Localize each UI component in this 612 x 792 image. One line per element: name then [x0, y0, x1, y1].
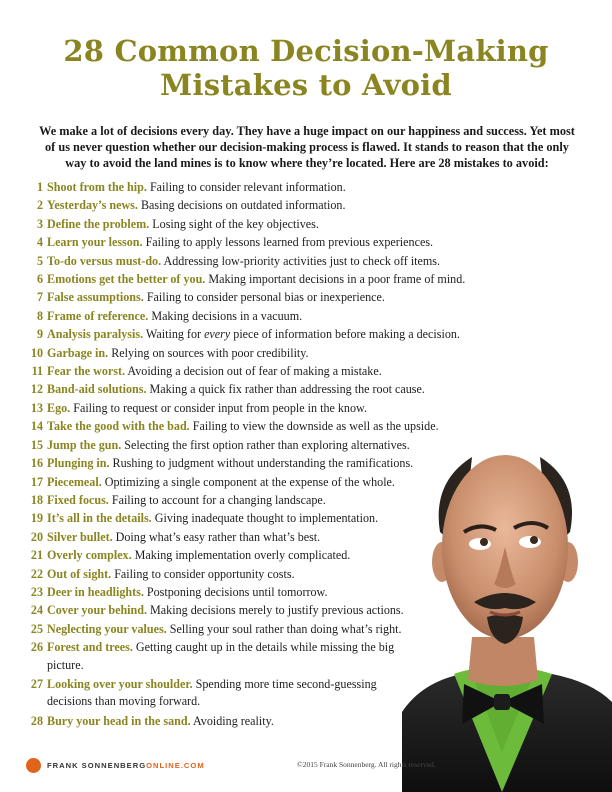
list-item [26, 583, 466, 601]
brand-name-main: FRANK SONNENBERG [47, 761, 147, 770]
item-term: Learn your lesson. [47, 235, 143, 250]
item-number: 13 [30, 400, 43, 415]
item-term: Take the good with the bad. [47, 419, 190, 434]
item-description: Making implementation overly complicated. [134, 548, 351, 563]
item-number: 12 [30, 382, 43, 397]
item-term: Cover your behind. [47, 603, 148, 618]
item-number: 11 [31, 364, 43, 379]
list-item [26, 528, 466, 546]
page-title [0, 34, 612, 102]
item-description: Selling your soul rather than doing what’s right. [169, 621, 402, 636]
item-term: Out of sight. [47, 566, 112, 581]
brand-name-accent: ONLINE.COM [146, 761, 205, 770]
item-number: 23 [30, 584, 43, 599]
list-item [26, 325, 466, 343]
list-item [26, 215, 466, 233]
item-description: Failing to account for a changing landscape. [111, 492, 326, 507]
item-number: 17 [30, 474, 43, 489]
item-term: Yesterday’s news. [47, 198, 138, 213]
item-description: Addressing low-priority activities just to check off items. [163, 253, 441, 268]
item-term: Fixed focus. [47, 492, 109, 507]
item-term: Piecemeal. [47, 474, 102, 489]
item-term: Overly complex. [47, 548, 132, 563]
list-item [26, 712, 466, 730]
item-description: Failing to apply lessons learned from previous experiences. [145, 235, 434, 250]
brand-mark-icon [26, 758, 41, 773]
item-description: Making decisions in a vacuum. [151, 308, 303, 323]
item-term: False assumptions. [47, 290, 144, 305]
item-term: Jump the gun. [47, 437, 122, 452]
list-item [26, 362, 466, 380]
list-item [26, 601, 466, 619]
item-description: Spending more time second-guessing decisions than moving forward. [47, 676, 377, 709]
list-item [26, 270, 466, 288]
brand-logo [26, 758, 205, 773]
list-item [26, 196, 466, 214]
list-item [26, 344, 466, 362]
item-number: 19 [30, 511, 43, 526]
list-item [26, 675, 401, 709]
item-description: Giving inadequate thought to implementation. [154, 511, 379, 526]
item-number: 2 [36, 198, 43, 213]
item-description: Failing to consider personal bias or inexperience. [146, 290, 385, 305]
item-number: 20 [30, 529, 43, 544]
item-number: 25 [30, 621, 43, 636]
item-description: Failing to view the downside as well as the upside. [192, 419, 439, 434]
list-item [26, 307, 466, 325]
list-item [26, 252, 466, 270]
title-line-2: Mistakes to Avoid [160, 68, 452, 102]
item-term: Analysis paralysis. [47, 327, 144, 342]
item-description: Postponing decisions until tomorrow. [146, 584, 328, 599]
list-item [26, 546, 466, 564]
item-number: 27 [30, 676, 43, 691]
item-description-pre: Waiting for [145, 327, 205, 342]
item-term: Silver bullet. [47, 529, 113, 544]
list-item [26, 399, 466, 417]
item-description: Selecting the first option rather than exploring alternatives. [124, 437, 410, 452]
list-item [26, 178, 466, 196]
item-description [146, 327, 460, 341]
item-number: 8 [36, 308, 43, 323]
item-number: 1 [36, 180, 43, 194]
item-number: 21 [30, 548, 43, 563]
item-description: Doing what’s easy rather than what’s best. [115, 529, 321, 544]
item-number: 6 [36, 272, 43, 287]
item-term: Looking over your shoulder. [47, 676, 193, 691]
item-term: Neglecting your values. [47, 621, 167, 636]
item-number: 7 [36, 290, 43, 305]
item-term: Ego. [47, 400, 71, 415]
item-description: Getting caught up in the details while missing the big picture. [47, 640, 395, 672]
item-number: 22 [30, 566, 43, 581]
list-item [26, 288, 466, 306]
item-term: Garbage in. [47, 345, 109, 360]
item-term: Define the problem. [47, 216, 150, 231]
item-description: Making decisions merely to justify previous actions. [150, 603, 404, 618]
item-number: 15 [30, 437, 43, 452]
item-number: 28 [30, 713, 43, 728]
item-description-emphasis: every [204, 327, 231, 342]
item-number: 9 [36, 327, 43, 342]
item-term: Forest and trees. [47, 640, 133, 655]
item-number: 24 [30, 603, 43, 618]
brand-name [47, 761, 205, 770]
item-term: Shoot from the hip. [47, 180, 147, 194]
item-description: Losing sight of the key objectives. [152, 216, 319, 231]
item-number: 4 [36, 235, 43, 250]
item-description: Failing to consider relevant information. [149, 180, 346, 194]
item-term: Bury your head in the sand. [47, 713, 191, 728]
list-item [26, 454, 466, 472]
list-item [26, 473, 466, 491]
item-term: Plunging in. [47, 456, 110, 471]
list-item [26, 491, 466, 509]
item-description: Making important decisions in a poor frame of mind. [208, 272, 466, 287]
item-description: Avoiding reality. [192, 713, 274, 728]
list-item [26, 417, 466, 435]
list-item [26, 565, 466, 583]
item-description: Failing to request or consider input from people in the know. [73, 400, 367, 415]
item-number: 16 [30, 456, 43, 471]
item-term: Band-aid solutions. [47, 382, 147, 397]
item-description: Making a quick fix rather than addressing the root cause. [149, 382, 425, 397]
list-item [26, 638, 396, 672]
list-item [26, 233, 466, 251]
copyright-notice: ©2015 Frank Sonnenberg. All rights reserved. [297, 760, 436, 769]
list-item [26, 509, 466, 527]
item-number: 10 [30, 345, 43, 360]
item-number: 14 [30, 419, 43, 434]
item-number: 5 [36, 253, 43, 268]
item-term: Emotions get the better of you. [47, 272, 206, 287]
item-number: 18 [30, 492, 43, 507]
item-description: Relying on sources with poor credibility. [111, 345, 309, 360]
item-number: 26 [30, 640, 43, 655]
item-term: Deer in headlights. [47, 584, 144, 599]
list-item [26, 620, 466, 638]
item-number: 3 [36, 216, 43, 231]
item-description: Failing to consider opportunity costs. [114, 566, 295, 581]
intro-paragraph: We make a lot of decisions every day. They have a huge impact on our happiness and success. Yet most of us never question whether our decision-making process is flawed. It stands to reason that the only way to avoid the land mines is to know where they’re located. Here are 28 mistakes to avoid: [39, 124, 575, 170]
list-item [26, 436, 466, 454]
item-term: Fear the worst. [47, 364, 126, 379]
mistakes-list [26, 178, 466, 730]
item-description-post: piece of information before making a decision. [230, 327, 460, 342]
list-item [26, 380, 466, 398]
item-term: Frame of reference. [47, 308, 149, 323]
item-term: It’s all in the details. [47, 511, 152, 526]
item-description: Optimizing a single component at the expense of the whole. [104, 474, 395, 489]
item-description: Avoiding a decision out of fear of making a mistake. [127, 364, 382, 379]
item-description: Basing decisions on outdated information. [140, 198, 346, 213]
item-term: To-do versus must-do. [47, 253, 162, 268]
item-description: Rushing to judgment without understanding the ramifications. [112, 456, 414, 471]
title-line-1: 28 Common Decision-Making [63, 34, 549, 68]
